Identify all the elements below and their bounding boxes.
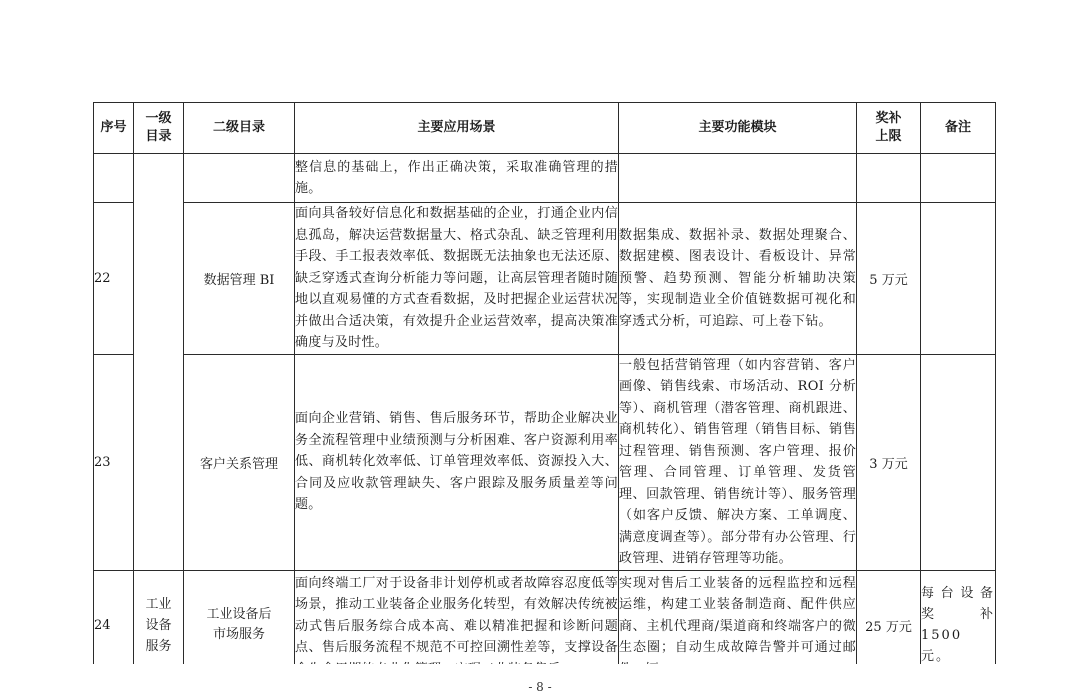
- header-scene: 主要应用场景: [295, 103, 619, 154]
- cell-level2: 数据管理 BI: [184, 203, 295, 355]
- table-row: [94, 203, 996, 355]
- cell-level1-empty: [134, 154, 184, 571]
- header-level1: 一级目录: [134, 103, 184, 154]
- cell-remark: [921, 354, 996, 570]
- cell-subsidy: 3 万元: [857, 354, 921, 570]
- cell-modules: 数据集成、数据补录、数据处理聚合、数据建模、图表设计、看板设计、异常预警、趋势预测、智能分析辅助决策等，实现制造业全价值链数据可视化和穿透式分析，可追踪、可上卷下钻。: [619, 203, 857, 355]
- catalog-table: [93, 102, 996, 681]
- header-modules: 主要功能模块: [619, 103, 857, 154]
- cell-subsidy: 25 万元: [857, 570, 921, 681]
- header-level2: 二级目录: [184, 103, 295, 154]
- cell-scene: 整信息的基础上，作出正确决策，采取准确管理的措施。: [295, 154, 619, 203]
- cell-level2: 工业设备后市场服务: [184, 570, 295, 681]
- table-row-continued: [94, 154, 996, 203]
- cell-scene: 面向企业营销、销售、售后服务环节，帮助企业解决业务全流程管理中业绩预测与分析困难、客户资源利用率低、商机转化效率低、订单管理效率低、资源投入大、合同及应收款管理缺失、客户跟踪及服务质量差等问题。: [295, 354, 619, 570]
- header-remark: 备注: [921, 103, 996, 154]
- cell-modules: 一般包括营销管理（如内容营销、客户画像、销售线索、市场活动、ROI 分析等）、商机管理（潜客管理、商机跟进、商机转化）、销售管理（销售目标、销售过程管理、销售预测、客户管理、报价管理、合同管理、订单管理、发货管理、回款管理、销售统计等）、服务管理（如客户反馈、解决方案、工单调度、满意度调查等）。部分带有办公管理、行政管理、进销存管理等功能。: [619, 354, 857, 570]
- cell-scene: 面向具备较好信息化和数据基础的企业，打通企业内信息孤岛，解决运营数据量大、格式杂乱、缺乏管理利用手段、手工报表效率低、数据既无法抽象也无法还原、缺乏穿透式查询分析能力等问题，让高层管理者随时随地以直观易懂的方式查看数据，及时把握企业运营状况并做出合适决策，有效提升企业运营效率，提高决策准确度与及时性。: [295, 203, 619, 355]
- cell-index: 24: [94, 570, 134, 681]
- cell-level1: 工业设备服务: [134, 570, 184, 681]
- cell-index: 23: [94, 354, 134, 570]
- cell-index: 22: [94, 203, 134, 355]
- header-row: [94, 103, 996, 154]
- table-row: [94, 354, 996, 570]
- cell-level2: 客户关系管理: [184, 354, 295, 570]
- cell-scene: 面向终端工厂对于设备非计划停机或者故障容忍度低等场景，推动工业装备企业服务化转型，有效解决传统被动式售后服务综合成本高、难以精准把握和诊断问题点、售后服务流程不规范不可控回溯性差等，支撑设备: [295, 570, 619, 681]
- cell-subsidy: 5 万元: [857, 203, 921, 355]
- page-number: - 8 -: [528, 680, 552, 694]
- header-index: 序号: [94, 103, 134, 154]
- cell-remark: 每台设备奖补 1500 元。: [921, 570, 996, 681]
- cell-modules: 实现对售后工业装备的远程监控和远程运维，构建工业装备制造商、配件供应商、主机代理商/渠道商和终端客户的微生态圈；自动生成故障告警并可通过邮: [619, 570, 857, 681]
- header-subsidy: 奖补上限: [857, 103, 921, 154]
- cell-remark: [921, 203, 996, 355]
